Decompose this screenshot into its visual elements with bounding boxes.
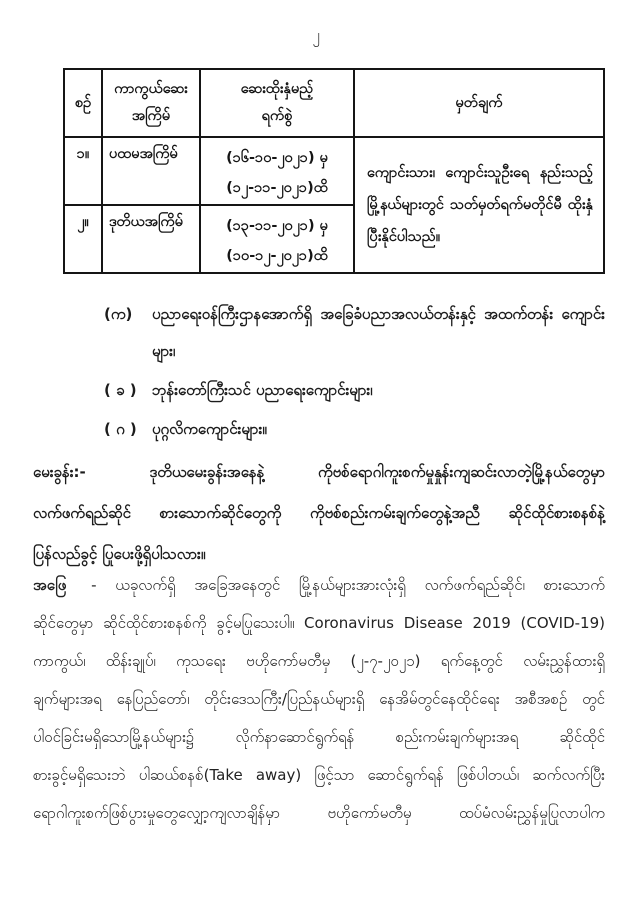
row2-serial-cell: ၂။: [64, 205, 102, 273]
row1-dose-cell: ပထမအကြိမ်: [102, 137, 200, 205]
answer-line-6: စားခွင့်မရှိသေးဘဲ ပါဆယ်စနစ်(Take away) ဖြင့်သာ ဆောင်ရွက်ရန် ဖြစ်ပါတယ်၊ ဆက်လက်ပြီး: [33, 766, 605, 784]
answer-line-4: ချက်များအရ နေပြည်တော်၊ တိုင်းဒေသကြီး/ပြည်နယ်များရှိ နေအိမ်တွင်နေထိုင်ရေး အစီအစဉ် တွင်: [33, 690, 605, 708]
column-header-dose: [102, 69, 200, 137]
row2-date-from: (၁၃-၁၁-၂၀၂၁) မှ: [226, 218, 328, 234]
question-line-1: [33, 452, 605, 493]
table-header-row: [64, 69, 604, 137]
page-number: ၂: [312, 26, 320, 44]
column-header-date-line2: ရက်စွဲ: [261, 108, 293, 124]
answer-line-7: ရောဂါကူးစက်ဖြစ်ပွားမှုတွေလျှော့ကျလာချိန်မှာ ဗဟိုကော်မတီမှ ထပ်မံလမ်းညွှန်မှုပြုလာပါက: [33, 804, 605, 822]
school-type-list: [104, 296, 605, 450]
row2-dose-cell: ဒုတိယအကြိမ်: [102, 205, 200, 273]
answer-line-2: ဆိုင်တွေမှာ ဆိုင်ထိုင်စားစနစ်ကို ခွင့်မပြုသေးပါ။ Coronavirus Disease 2019 (COVID-19): [33, 614, 605, 632]
question-line-3: ပြန်လည်ခွင့် ပြုပေးဖို့ရှိပါသလား။: [33, 545, 206, 563]
question-paragraph: [33, 452, 605, 575]
row2-date-to: (၁၀-၁၂-၂၀၂၁)ထိ: [226, 248, 328, 264]
column-header-dose-line2: အကြိမ်: [131, 108, 171, 124]
answer-line-3: ကာကွယ်၊ ထိန်းချုပ်၊ ကုသရေး ဗဟိုကော်မတီမှ (၂-၇-၂၀၂၁) ရက်နေ့တွင် လမ်းညွှန်ထားရှိ: [33, 652, 605, 670]
list-item-ga-label: ( ဂ ): [104, 420, 137, 438]
answer-label: အဖြေ: [33, 576, 67, 594]
list-item-ga-text: ပုဂ္ဂလိကကျောင်းများ။: [152, 420, 267, 438]
list-item-ga: [104, 411, 605, 448]
row1-date-cell: [200, 137, 354, 205]
column-header-dose-line1: ကာကွယ်ဆေး: [114, 81, 188, 97]
row2-date-cell: [200, 205, 354, 273]
column-header-remark: [354, 69, 604, 137]
column-header-serial: [64, 69, 102, 137]
answer-line-5: ပါဝင်ခြင်းမရှိသောမြို့နယ်များ၌ လိုက်နာဆောင်ရွက်ရန် စည်းကမ်းချက်များအရ ဆိုင်ထိုင်: [33, 728, 605, 746]
answer-paragraph: [33, 566, 605, 832]
table-row-first-dose: [64, 137, 604, 205]
list-item-ka-text: ပညာရေးဝန်ကြီးဌာနအောက်ရှိ အခြေခံပညာအလယ်တန်းနှင့် အထက်တန်း ကျောင်းများ၊: [152, 305, 605, 360]
question-line-2: လက်ဖက်ရည်ဆိုင် စားသောက်ဆိုင်တွေကို ကိုဗစ်စည်းကမ်းချက်တွေနဲ့အညီ ဆိုင်ထိုင်စားစနစ်နဲ့: [33, 504, 605, 522]
column-header-serial-label: စဉ်: [74, 94, 92, 111]
column-header-date-line1: ဆေးထိုးနှံမည့်: [240, 81, 314, 97]
row1-serial-cell: ၁။: [64, 137, 102, 205]
answer-line-1: [33, 566, 605, 604]
question-label: မေးခွန်း:-: [33, 463, 86, 481]
list-item-kha-label: ( ခ ): [104, 381, 137, 399]
vaccination-schedule-table: [63, 68, 605, 274]
list-item-kha-text: ဘုန်းတော်ကြီးသင် ပညာရေးကျောင်းများ၊: [152, 381, 373, 399]
remark-cell: ကျောင်းသား၊ ကျောင်းသူဦးရေ နည်းသည့် မြို့နယ်များတွင် သတ်မှတ်ရက်မတိုင်မီ ထိုးနှံ ပြီးနိုင်ပါသည်။: [354, 137, 604, 273]
answer-line-1-text: - ယခုလက်ရှိ အခြေအနေတွင် မြို့နယ်များအားလုံးရှိ လက်ဖက်ရည်ဆိုင်၊ စားသောက်: [91, 576, 605, 594]
list-item-ka: [104, 296, 605, 370]
list-item-kha: [104, 372, 605, 409]
column-header-date: [200, 69, 354, 137]
row1-date-from: (၁၆-၁၀-၂၀၂၁) မှ: [226, 150, 328, 166]
list-item-ka-label: (က): [104, 305, 133, 323]
column-header-remark-label: မှတ်ချက်: [455, 94, 503, 111]
question-line-1-text: ဒုတိယမေးခွန်းအနေနဲ့ ကိုဗစ်ရောဂါကူးစက်မှုနှုန်းကျဆင်းလာတဲ့မြို့နယ်တွေမှာ: [149, 463, 605, 481]
row1-date-to: (၁၂-၁၁-၂၀၂၁)ထိ: [226, 180, 328, 196]
